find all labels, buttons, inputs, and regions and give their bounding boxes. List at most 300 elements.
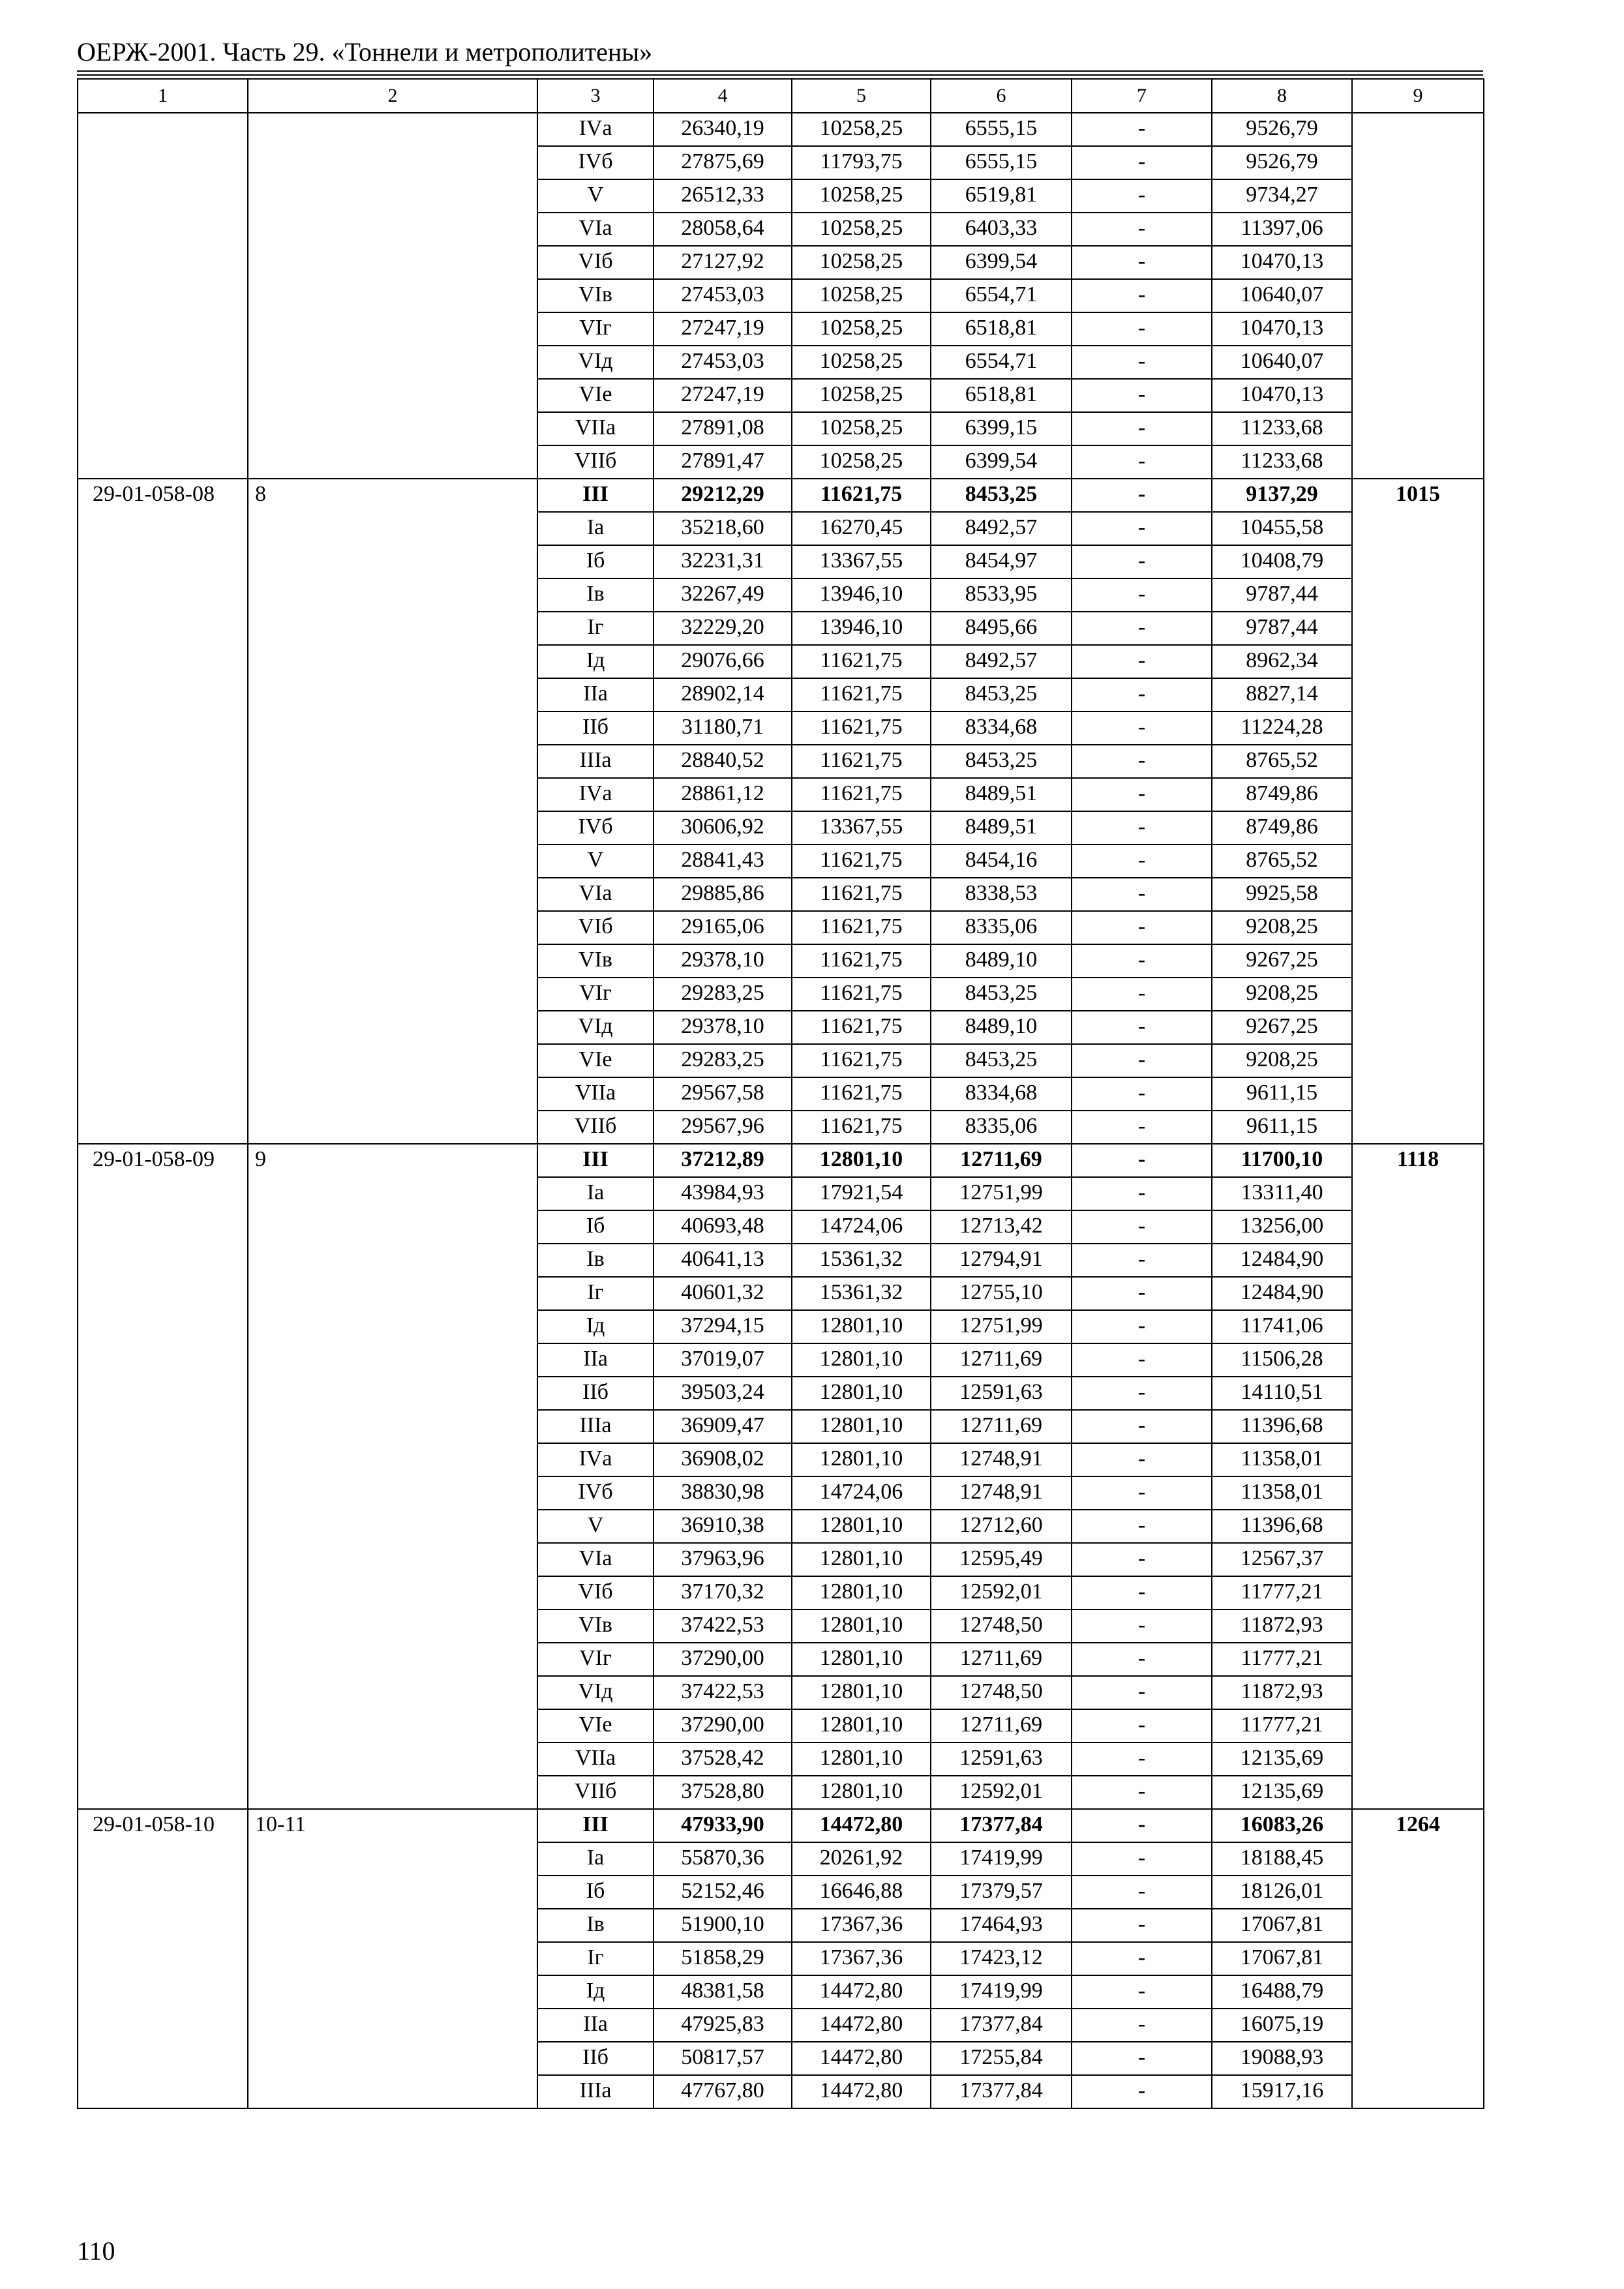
labor-cost-cell: 14472,80 xyxy=(792,2009,931,2042)
total-cost-cell: 29165,06 xyxy=(654,911,792,944)
rate-code-cell: 29-01-058-10 xyxy=(78,1809,248,2108)
row-label-cell: III xyxy=(537,1144,654,1177)
materials-cost-cell: 10640,07 xyxy=(1212,279,1352,312)
row-label-cell: IIб xyxy=(537,2042,654,2075)
total-cost-cell: 27891,08 xyxy=(654,412,792,445)
column-number: 3 xyxy=(537,79,654,113)
total-cost-cell: 29567,96 xyxy=(654,1111,792,1144)
materials-cost-cell: 9526,79 xyxy=(1212,146,1352,179)
labor-cost-cell: 11621,75 xyxy=(792,645,931,678)
materials-cost-cell: 11233,68 xyxy=(1212,445,1352,479)
machine-cost-cell: 12794,91 xyxy=(931,1244,1072,1277)
labor-cost-cell: 17921,54 xyxy=(792,1177,931,1210)
machinist-wages-cell: - xyxy=(1072,878,1212,911)
machine-cost-cell: 12712,60 xyxy=(931,1510,1072,1543)
table-row xyxy=(78,1144,1484,1177)
total-cost-cell: 27453,03 xyxy=(654,279,792,312)
total-cost-cell: 51858,29 xyxy=(654,1942,792,1975)
total-cost-cell: 52152,46 xyxy=(654,1876,792,1909)
total-cost-cell: 29567,58 xyxy=(654,1077,792,1111)
total-cost-cell: 37290,00 xyxy=(654,1709,792,1743)
column-number: 5 xyxy=(792,79,931,113)
machinist-wages-cell: - xyxy=(1072,1842,1212,1876)
machinist-wages-cell: - xyxy=(1072,1044,1212,1077)
labor-cost-cell: 11621,75 xyxy=(792,778,931,811)
machinist-wages-cell: - xyxy=(1072,1543,1212,1576)
materials-cost-cell: 19088,93 xyxy=(1212,2042,1352,2075)
machinist-wages-cell: - xyxy=(1072,811,1212,845)
machine-cost-cell: 12595,49 xyxy=(931,1543,1072,1576)
machine-cost-cell: 12711,69 xyxy=(931,1709,1072,1743)
row-label-cell: Iб xyxy=(537,1210,654,1244)
row-label-cell: IVб xyxy=(537,146,654,179)
machinist-wages-cell: - xyxy=(1072,1876,1212,1909)
column-number: 4 xyxy=(654,79,792,113)
machine-cost-cell: 6399,15 xyxy=(931,412,1072,445)
total-cost-cell: 39503,24 xyxy=(654,1377,792,1410)
labor-cost-cell: 13367,55 xyxy=(792,811,931,845)
machine-cost-cell: 12748,50 xyxy=(931,1609,1072,1643)
machine-cost-cell: 17464,93 xyxy=(931,1909,1072,1942)
machinist-wages-cell: - xyxy=(1072,2009,1212,2042)
materials-cost-cell: 9734,27 xyxy=(1212,179,1352,213)
total-cost-cell: 37422,53 xyxy=(654,1676,792,1709)
machine-cost-cell: 6554,71 xyxy=(931,279,1072,312)
materials-cost-cell: 12135,69 xyxy=(1212,1776,1352,1809)
labor-cost-cell: 14724,06 xyxy=(792,1210,931,1244)
row-label-cell: III xyxy=(537,1809,654,1842)
machine-cost-cell: 6518,81 xyxy=(931,379,1072,412)
materials-cost-cell: 8765,52 xyxy=(1212,745,1352,778)
row-label-cell: VIIа xyxy=(537,1077,654,1111)
labor-cost-cell: 12801,10 xyxy=(792,1310,931,1343)
machinist-wages-cell: - xyxy=(1072,612,1212,645)
machine-cost-cell: 17423,12 xyxy=(931,1942,1072,1975)
machinist-wages-cell: - xyxy=(1072,2042,1212,2075)
machinist-wages-cell: - xyxy=(1072,845,1212,878)
labor-cost-cell: 12801,10 xyxy=(792,1743,931,1776)
machine-cost-cell: 17377,84 xyxy=(931,2009,1072,2042)
machinist-wages-cell: - xyxy=(1072,1343,1212,1377)
labor-cost-cell: 10258,25 xyxy=(792,179,931,213)
machinist-wages-cell: - xyxy=(1072,146,1212,179)
machinist-wages-cell: - xyxy=(1072,1310,1212,1343)
row-label-cell: Iв xyxy=(537,1909,654,1942)
labor-cost-cell: 13367,55 xyxy=(792,545,931,578)
row-label-cell: VIе xyxy=(537,1709,654,1743)
labor-cost-cell: 12801,10 xyxy=(792,1709,931,1743)
labor-cost-cell: 11621,75 xyxy=(792,1044,931,1077)
materials-cost-cell: 11396,68 xyxy=(1212,1510,1352,1543)
row-label-cell: IVа xyxy=(537,778,654,811)
machinist-wages-cell: - xyxy=(1072,1809,1212,1842)
machine-cost-cell: 8533,95 xyxy=(931,578,1072,612)
labor-cost-cell: 10258,25 xyxy=(792,312,931,346)
total-cost-cell: 32231,31 xyxy=(654,545,792,578)
machine-cost-cell: 12713,42 xyxy=(931,1210,1072,1244)
machine-cost-cell: 8454,97 xyxy=(931,545,1072,578)
machine-cost-cell: 8489,51 xyxy=(931,811,1072,845)
materials-cost-cell: 14110,51 xyxy=(1212,1377,1352,1410)
row-label-cell: VIе xyxy=(537,379,654,412)
row-label-cell: Iг xyxy=(537,1942,654,1975)
total-cost-cell: 30606,92 xyxy=(654,811,792,845)
row-label-cell: VIд xyxy=(537,346,654,379)
materials-cost-cell: 10470,13 xyxy=(1212,312,1352,346)
machine-cost-cell: 8334,68 xyxy=(931,1077,1072,1111)
materials-cost-cell: 11872,93 xyxy=(1212,1676,1352,1709)
row-label-cell: VIа xyxy=(537,213,654,246)
machinist-wages-cell: - xyxy=(1072,1476,1212,1510)
rate-name-cell: 10-11 xyxy=(248,1809,537,2108)
row-label-cell: IVб xyxy=(537,811,654,845)
total-cost-cell: 48381,58 xyxy=(654,1975,792,2009)
machine-cost-cell: 6399,54 xyxy=(931,246,1072,279)
materials-cost-cell: 11506,28 xyxy=(1212,1343,1352,1377)
total-cost-cell: 27891,47 xyxy=(654,445,792,479)
machine-cost-cell: 6518,81 xyxy=(931,312,1072,346)
row-label-cell: VIд xyxy=(537,1011,654,1044)
machinist-wages-cell: - xyxy=(1072,578,1212,612)
total-cost-cell: 29378,10 xyxy=(654,1011,792,1044)
labor-cost-cell: 13946,10 xyxy=(792,578,931,612)
total-cost-cell: 31180,71 xyxy=(654,711,792,745)
materials-cost-cell: 9611,15 xyxy=(1212,1077,1352,1111)
labor-cost-cell: 12801,10 xyxy=(792,1676,931,1709)
materials-cost-cell: 9925,58 xyxy=(1212,878,1352,911)
total-cost-cell: 47767,80 xyxy=(654,2075,792,2108)
labor-cost-cell: 11621,75 xyxy=(792,1111,931,1144)
total-cost-cell: 37170,32 xyxy=(654,1576,792,1609)
machinist-wages-cell: - xyxy=(1072,545,1212,578)
machinist-wages-cell: - xyxy=(1072,279,1212,312)
row-label-cell: Iг xyxy=(537,612,654,645)
machinist-wages-cell: - xyxy=(1072,1210,1212,1244)
materials-cost-cell: 12484,90 xyxy=(1212,1244,1352,1277)
materials-cost-cell: 11700,10 xyxy=(1212,1144,1352,1177)
machinist-wages-cell: - xyxy=(1072,978,1212,1011)
labor-cost-cell: 12801,10 xyxy=(792,1543,931,1576)
total-cost-cell: 29076,66 xyxy=(654,645,792,678)
labor-cost-cell: 10258,25 xyxy=(792,246,931,279)
total-cost-cell: 37528,42 xyxy=(654,1743,792,1776)
materials-cost-cell: 11777,21 xyxy=(1212,1709,1352,1743)
machinist-wages-cell: - xyxy=(1072,1443,1212,1476)
total-cost-cell: 28861,12 xyxy=(654,778,792,811)
machine-cost-cell: 12591,63 xyxy=(931,1377,1072,1410)
labor-cost-cell: 20261,92 xyxy=(792,1842,931,1876)
row-label-cell: IIIа xyxy=(537,2075,654,2108)
machine-cost-cell: 8453,25 xyxy=(931,678,1072,711)
row-label-cell: Iд xyxy=(537,1975,654,2009)
page-number: 110 xyxy=(77,2236,115,2266)
labor-cost-cell: 10258,25 xyxy=(792,113,931,146)
row-label-cell: IIб xyxy=(537,1377,654,1410)
labor-cost-cell: 10258,25 xyxy=(792,412,931,445)
machinist-wages-cell: - xyxy=(1072,944,1212,978)
materials-cost-cell: 12135,69 xyxy=(1212,1743,1352,1776)
column-number: 8 xyxy=(1212,79,1352,113)
column-number: 2 xyxy=(248,79,537,113)
labor-cost-cell: 12801,10 xyxy=(792,1410,931,1443)
total-cost-cell: 47933,90 xyxy=(654,1809,792,1842)
machine-cost-cell: 6519,81 xyxy=(931,179,1072,213)
rate-name-cell: 8 xyxy=(248,479,537,1144)
row-label-cell: VIIа xyxy=(537,1743,654,1776)
machinist-wages-cell: - xyxy=(1072,246,1212,279)
materials-cost-cell: 9526,79 xyxy=(1212,113,1352,146)
materials-cost-cell: 13311,40 xyxy=(1212,1177,1352,1210)
total-cost-cell: 37294,15 xyxy=(654,1310,792,1343)
machinist-wages-cell: - xyxy=(1072,1609,1212,1643)
materials-cost-cell: 10470,13 xyxy=(1212,246,1352,279)
materials-cost-cell: 17067,81 xyxy=(1212,1909,1352,1942)
row-label-cell: VIб xyxy=(537,246,654,279)
materials-cost-cell: 11396,68 xyxy=(1212,1410,1352,1443)
row-label-cell: VIIа xyxy=(537,412,654,445)
row-label-cell: IIа xyxy=(537,678,654,711)
row-label-cell: VIг xyxy=(537,1643,654,1676)
total-cost-cell: 27875,69 xyxy=(654,146,792,179)
machinist-wages-cell: - xyxy=(1072,1676,1212,1709)
machine-cost-cell: 17377,84 xyxy=(931,1809,1072,1842)
labor-cost-cell: 11621,75 xyxy=(792,845,931,878)
labor-cost-cell: 11621,75 xyxy=(792,878,931,911)
machine-cost-cell: 12592,01 xyxy=(931,1576,1072,1609)
labor-cost-cell: 14472,80 xyxy=(792,2042,931,2075)
total-cost-cell: 37963,96 xyxy=(654,1543,792,1576)
row-label-cell: IVа xyxy=(537,113,654,146)
table-row xyxy=(78,479,1484,512)
total-cost-cell: 36910,38 xyxy=(654,1510,792,1543)
machine-cost-cell: 8492,57 xyxy=(931,645,1072,678)
machine-cost-cell: 6555,15 xyxy=(931,146,1072,179)
row-label-cell: Iг xyxy=(537,1277,654,1310)
materials-cost-cell: 9208,25 xyxy=(1212,1044,1352,1077)
materials-cost-cell: 8765,52 xyxy=(1212,845,1352,878)
machine-cost-cell: 8453,25 xyxy=(931,479,1072,512)
column-number-row xyxy=(78,79,1484,113)
machinist-wages-cell: - xyxy=(1072,1277,1212,1310)
machine-cost-cell: 6555,15 xyxy=(931,113,1072,146)
machine-cost-cell: 6554,71 xyxy=(931,346,1072,379)
materials-cost-cell: 11397,06 xyxy=(1212,213,1352,246)
rate-name-cell: 9 xyxy=(248,1144,537,1809)
total-cost-cell: 36909,47 xyxy=(654,1410,792,1443)
total-cost-cell: 47925,83 xyxy=(654,2009,792,2042)
materials-cost-cell: 11777,21 xyxy=(1212,1576,1352,1609)
total-cost-cell: 35218,60 xyxy=(654,512,792,545)
machinist-wages-cell: - xyxy=(1072,412,1212,445)
total-cost-cell: 51900,10 xyxy=(654,1909,792,1942)
materials-cost-cell: 18188,45 xyxy=(1212,1842,1352,1876)
materials-cost-cell: 8749,86 xyxy=(1212,811,1352,845)
rate-name-cell xyxy=(248,113,537,479)
row-label-cell: VIе xyxy=(537,1044,654,1077)
machine-cost-cell: 8495,66 xyxy=(931,612,1072,645)
total-cost-cell: 27247,19 xyxy=(654,379,792,412)
machinist-wages-cell: - xyxy=(1072,1643,1212,1676)
machinist-wages-cell: - xyxy=(1072,346,1212,379)
machinist-wages-cell: - xyxy=(1072,2075,1212,2108)
machinist-wages-cell: - xyxy=(1072,1576,1212,1609)
materials-cost-cell: 13256,00 xyxy=(1212,1210,1352,1244)
machine-cost-cell: 12711,69 xyxy=(931,1144,1072,1177)
materials-cost-cell: 11741,06 xyxy=(1212,1310,1352,1343)
labor-cost-cell: 14724,06 xyxy=(792,1476,931,1510)
row-label-cell: Iд xyxy=(537,1310,654,1343)
materials-cost-cell: 12567,37 xyxy=(1212,1543,1352,1576)
materials-cost-cell: 11224,28 xyxy=(1212,711,1352,745)
machine-cost-cell: 17255,84 xyxy=(931,2042,1072,2075)
machinist-wages-cell: - xyxy=(1072,1909,1212,1942)
row-label-cell: IIIа xyxy=(537,745,654,778)
materials-cost-cell: 9787,44 xyxy=(1212,612,1352,645)
materials-cost-cell: 9787,44 xyxy=(1212,578,1352,612)
materials-cost-cell: 12484,90 xyxy=(1212,1277,1352,1310)
materials-cost-cell: 11358,01 xyxy=(1212,1476,1352,1510)
machine-cost-cell: 12711,69 xyxy=(931,1643,1072,1676)
labor-cost-cell: 12801,10 xyxy=(792,1377,931,1410)
row-label-cell: VIIб xyxy=(537,445,654,479)
total-cost-cell: 27247,19 xyxy=(654,312,792,346)
total-cost-cell: 40641,13 xyxy=(654,1244,792,1277)
row-label-cell: V xyxy=(537,1510,654,1543)
row-label-cell: Iв xyxy=(537,1244,654,1277)
total-cost-cell: 28840,52 xyxy=(654,745,792,778)
machinist-wages-cell: - xyxy=(1072,1377,1212,1410)
labor-cost-cell: 10258,25 xyxy=(792,279,931,312)
materials-cost-cell: 9267,25 xyxy=(1212,944,1352,978)
row-label-cell: VIIб xyxy=(537,1111,654,1144)
page-header: ОЕРЖ-2001. Часть 29. «Тоннели и метрополитены» xyxy=(77,37,653,67)
materials-cost-cell: 8749,86 xyxy=(1212,778,1352,811)
row-label-cell: Iа xyxy=(537,1842,654,1876)
materials-cost-cell: 9267,25 xyxy=(1212,1011,1352,1044)
labor-hours-cell: 1264 xyxy=(1352,1809,1484,2108)
materials-cost-cell: 16083,26 xyxy=(1212,1809,1352,1842)
total-cost-cell: 37422,53 xyxy=(654,1609,792,1643)
labor-cost-cell: 11621,75 xyxy=(792,1077,931,1111)
labor-cost-cell: 11621,75 xyxy=(792,978,931,1011)
labor-cost-cell: 11621,75 xyxy=(792,911,931,944)
total-cost-cell: 37212,89 xyxy=(654,1144,792,1177)
labor-cost-cell: 15361,32 xyxy=(792,1277,931,1310)
machine-cost-cell: 12592,01 xyxy=(931,1776,1072,1809)
machine-cost-cell: 12711,69 xyxy=(931,1343,1072,1377)
machinist-wages-cell: - xyxy=(1072,1510,1212,1543)
labor-cost-cell: 12801,10 xyxy=(792,1443,931,1476)
labor-cost-cell: 17367,36 xyxy=(792,1909,931,1942)
row-label-cell: Iа xyxy=(537,1177,654,1210)
machine-cost-cell: 12748,91 xyxy=(931,1476,1072,1510)
row-label-cell: VIв xyxy=(537,944,654,978)
labor-hours-cell: 1118 xyxy=(1352,1144,1484,1809)
labor-cost-cell: 12801,10 xyxy=(792,1343,931,1377)
machine-cost-cell: 6403,33 xyxy=(931,213,1072,246)
materials-cost-cell: 16488,79 xyxy=(1212,1975,1352,2009)
total-cost-cell: 50817,57 xyxy=(654,2042,792,2075)
rate-code-cell: 29-01-058-09 xyxy=(78,1144,248,1809)
labor-cost-cell: 11793,75 xyxy=(792,146,931,179)
materials-cost-cell: 9137,29 xyxy=(1212,479,1352,512)
labor-cost-cell: 16270,45 xyxy=(792,512,931,545)
machine-cost-cell: 12748,50 xyxy=(931,1676,1072,1709)
column-number: 1 xyxy=(78,79,248,113)
machine-cost-cell: 8454,16 xyxy=(931,845,1072,878)
materials-cost-cell: 10455,58 xyxy=(1212,512,1352,545)
labor-hours-cell: 1015 xyxy=(1352,479,1484,1144)
materials-cost-cell: 9611,15 xyxy=(1212,1111,1352,1144)
column-number: 9 xyxy=(1352,79,1484,113)
total-cost-cell: 29212,29 xyxy=(654,479,792,512)
machinist-wages-cell: - xyxy=(1072,379,1212,412)
materials-cost-cell: 11777,21 xyxy=(1212,1643,1352,1676)
machine-cost-cell: 17377,84 xyxy=(931,2075,1072,2108)
total-cost-cell: 29378,10 xyxy=(654,944,792,978)
row-label-cell: V xyxy=(537,845,654,878)
labor-cost-cell: 13946,10 xyxy=(792,612,931,645)
row-label-cell: IIIа xyxy=(537,1410,654,1443)
machinist-wages-cell: - xyxy=(1072,479,1212,512)
row-label-cell: Iа xyxy=(537,512,654,545)
total-cost-cell: 37019,07 xyxy=(654,1343,792,1377)
machinist-wages-cell: - xyxy=(1072,678,1212,711)
labor-cost-cell: 14472,80 xyxy=(792,1809,931,1842)
machinist-wages-cell: - xyxy=(1072,1077,1212,1111)
machinist-wages-cell: - xyxy=(1072,745,1212,778)
row-label-cell: VIг xyxy=(537,312,654,346)
machine-cost-cell: 17419,99 xyxy=(931,1975,1072,2009)
machine-cost-cell: 8489,10 xyxy=(931,944,1072,978)
machinist-wages-cell: - xyxy=(1072,445,1212,479)
machinist-wages-cell: - xyxy=(1072,778,1212,811)
labor-cost-cell: 12801,10 xyxy=(792,1510,931,1543)
materials-cost-cell: 9208,25 xyxy=(1212,978,1352,1011)
column-number: 6 xyxy=(931,79,1072,113)
row-label-cell: VIб xyxy=(537,1576,654,1609)
labor-hours-cell xyxy=(1352,113,1484,479)
row-label-cell: V xyxy=(537,179,654,213)
machine-cost-cell: 12751,99 xyxy=(931,1310,1072,1343)
labor-cost-cell: 11621,75 xyxy=(792,745,931,778)
row-label-cell: IIа xyxy=(537,2009,654,2042)
machine-cost-cell: 8334,68 xyxy=(931,711,1072,745)
machine-cost-cell: 8335,06 xyxy=(931,911,1072,944)
labor-cost-cell: 12801,10 xyxy=(792,1776,931,1809)
machinist-wages-cell: - xyxy=(1072,1244,1212,1277)
machinist-wages-cell: - xyxy=(1072,1177,1212,1210)
labor-cost-cell: 16646,88 xyxy=(792,1876,931,1909)
total-cost-cell: 28841,43 xyxy=(654,845,792,878)
labor-cost-cell: 10258,25 xyxy=(792,445,931,479)
machinist-wages-cell: - xyxy=(1072,179,1212,213)
machinist-wages-cell: - xyxy=(1072,113,1212,146)
machinist-wages-cell: - xyxy=(1072,1410,1212,1443)
machinist-wages-cell: - xyxy=(1072,1011,1212,1044)
machine-cost-cell: 8489,51 xyxy=(931,778,1072,811)
row-label-cell: IIа xyxy=(537,1343,654,1377)
total-cost-cell: 40601,32 xyxy=(654,1277,792,1310)
labor-cost-cell: 10258,25 xyxy=(792,346,931,379)
machine-cost-cell: 8453,25 xyxy=(931,745,1072,778)
labor-cost-cell: 12801,10 xyxy=(792,1643,931,1676)
total-cost-cell: 26512,33 xyxy=(654,179,792,213)
rate-code-cell xyxy=(78,113,248,479)
materials-cost-cell: 18126,01 xyxy=(1212,1876,1352,1909)
labor-cost-cell: 10258,25 xyxy=(792,213,931,246)
total-cost-cell: 38830,98 xyxy=(654,1476,792,1510)
